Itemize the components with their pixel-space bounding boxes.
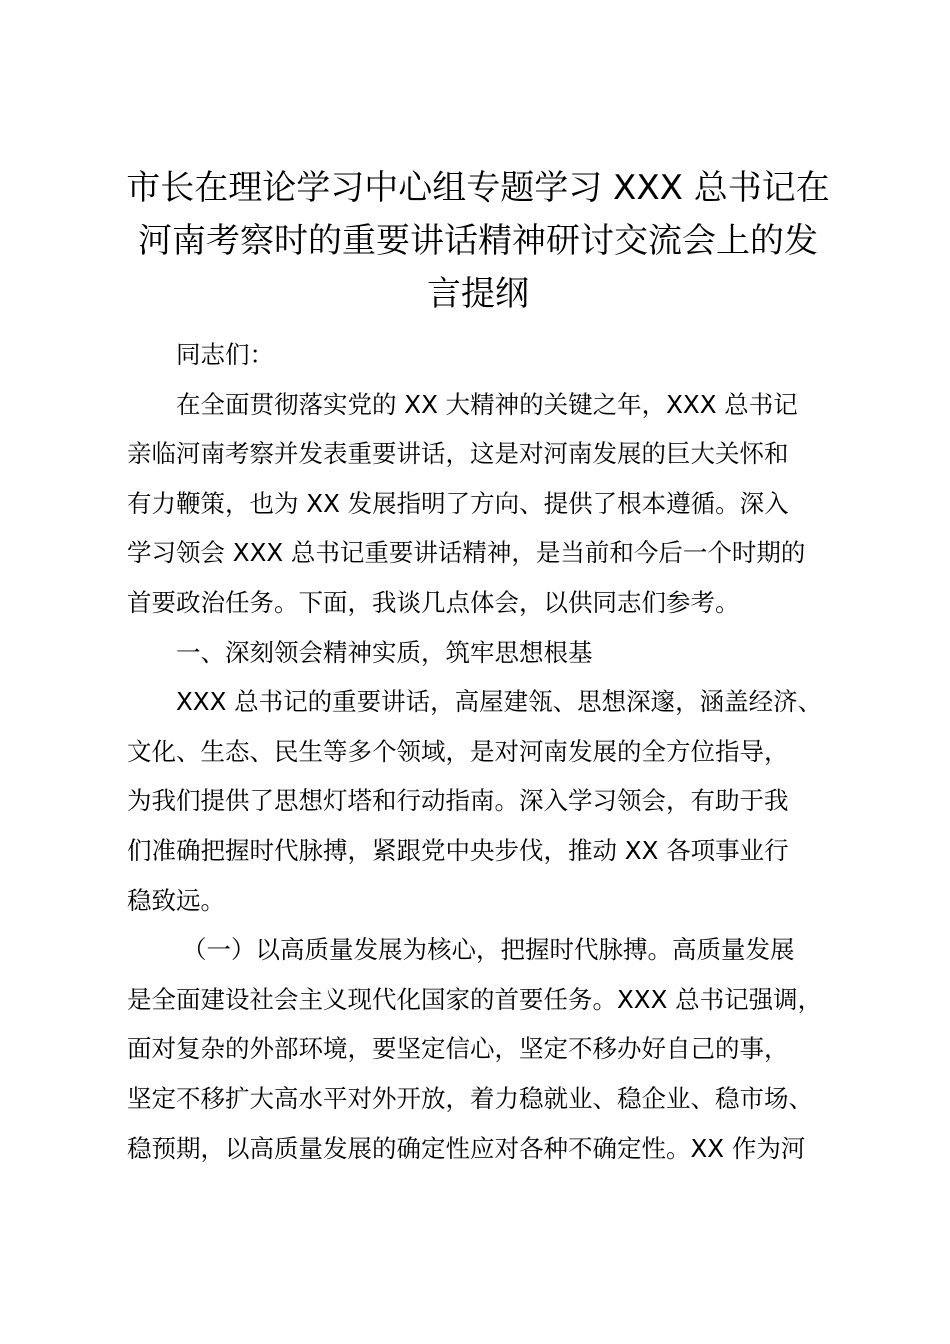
text-line: 稳预期，以高质量发展的确定性应对各种不确定性。XX 作为河 — [127, 1133, 806, 1163]
text-line: 稳致远。 — [127, 885, 225, 915]
text-line: 学习领会 XXX 总书记重要讲话精神，是当前和今后一个时期的 — [127, 538, 806, 568]
document-title — [120, 162, 836, 321]
title-line-2: 河南考察时的重要讲话精神研讨交流会上的发 — [138, 221, 818, 261]
text-line: XXX 总书记的重要讲话，高屋建瓴、思想深邃，涵盖经济、 — [176, 687, 823, 717]
text-line: 文化、生态、民生等多个领域，是对河南发展的全方位指导， — [127, 736, 789, 766]
text-line: 有力鞭策，也为 XX 发展指明了方向、提供了根本遵循。深入 — [127, 488, 789, 518]
section-heading: 一、深刻领会精神实质，筑牢思想根基 — [176, 637, 593, 667]
text-line: 是全面建设社会主义现代化国家的首要任务。XXX 总书记强调， — [127, 984, 823, 1014]
document-body — [127, 330, 847, 1173]
text-line: 为我们提供了思想灯塔和行动指南。深入学习领会，有助于我 — [127, 786, 789, 816]
text-line: 坚定不移扩大高水平对外开放，着力稳就业、稳企业、稳市场、 — [127, 1083, 813, 1113]
text-line: 亲临河南考察并发表重要讲话，这是对河南发展的巨大关怀和 — [127, 439, 789, 469]
salutation: 同志们： — [176, 340, 274, 369]
subsection-line: （一）以高质量发展为核心，把握时代脉搏。高质量发展 — [182, 935, 795, 965]
text-line: 面对复杂的外部环境，要坚定信心，坚定不移办好自己的事， — [127, 1034, 789, 1064]
text-line: 首要政治任务。下面，我谈几点体会，以供同志们参考。 — [127, 587, 740, 617]
text-line: 们准确把握时代脉搏，紧跟党中央步伐，推动 XX 各项事业行 — [127, 835, 789, 865]
title-line-1: 市长在理论学习中心组专题学习 XXX 总书记在 — [126, 168, 830, 208]
text-line: 在全面贯彻落实党的 XX 大精神的关键之年，XXX 总书记 — [176, 389, 798, 419]
title-line-3: 言提纲 — [427, 274, 529, 314]
